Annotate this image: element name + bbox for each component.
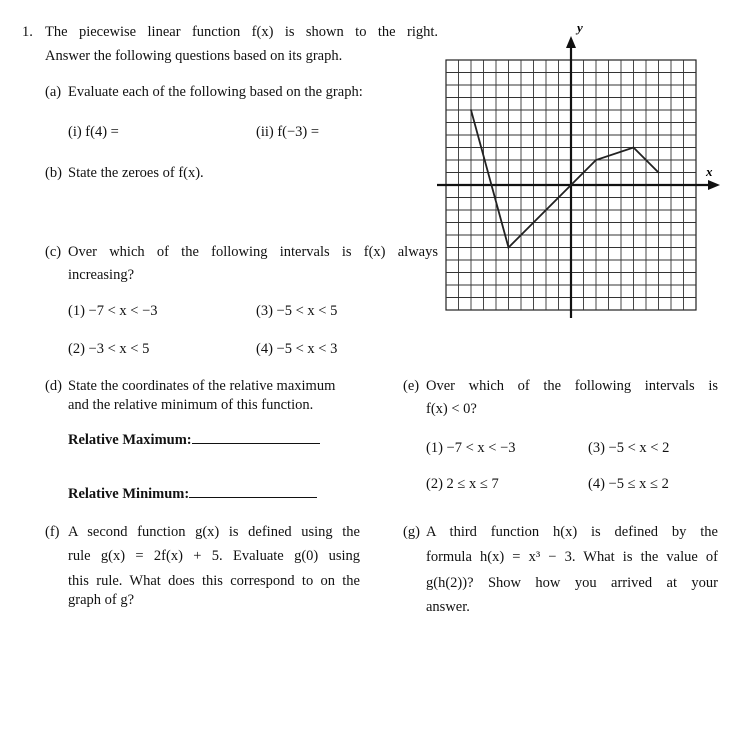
- part-a-item-i: (i) f(4) =: [68, 124, 119, 140]
- problem-number: 1.: [22, 24, 33, 40]
- relative-maximum-row: [68, 431, 320, 449]
- function-line-f: [471, 110, 659, 248]
- part-e-choice-4: (4) −5 ≤ x ≤ 2: [588, 476, 669, 492]
- grid-border: [446, 60, 696, 310]
- part-a-item-ii: (ii) f(−3) =: [256, 124, 320, 140]
- part-g-line-4: answer.: [426, 599, 470, 615]
- part-g-line-3: g(h(2))? Show how you arrived at your: [426, 575, 718, 591]
- y-axis-arrow: [566, 36, 576, 48]
- function-vertex-point: [658, 172, 660, 174]
- graph-grid: [446, 60, 696, 310]
- function-vertex-point: [470, 109, 472, 111]
- part-g-line-2: formula h(x) = x³ − 3. What is the value of: [426, 549, 718, 565]
- part-g-line-1: A third function h(x) is defined by the: [426, 524, 718, 540]
- function-vertex-point: [595, 159, 597, 161]
- x-axis-arrow: [708, 180, 720, 190]
- part-e-text-line1: Over which of the following intervals is: [426, 378, 718, 394]
- graph-axes: [437, 36, 720, 318]
- part-f-line-3: this rule. What does this correspond to on the: [68, 573, 360, 589]
- part-a-text: Evaluate each of the following based on the graph:: [68, 84, 363, 100]
- part-b-label: (b): [45, 165, 62, 181]
- relative-maximum-label: Relative Maximum:: [68, 432, 192, 448]
- relative-minimum-answer-line[interactable]: [189, 485, 317, 498]
- part-e-choice-1: (1) −7 < x < −3: [426, 440, 516, 456]
- function-vertex-point: [633, 147, 635, 149]
- part-d-label: (d): [45, 378, 62, 394]
- part-c-label: (c): [45, 244, 62, 260]
- part-c-choice-3: (3) −5 < x < 5: [256, 303, 338, 319]
- part-c-choice-4: (4) −5 < x < 3: [256, 341, 338, 357]
- part-d-text-line1: State the coordinates of the relative maximum: [68, 378, 336, 394]
- part-c-choice-1: (1) −7 < x < −3: [68, 303, 158, 319]
- part-d-text-line2: and the relative minimum of this function.: [68, 397, 314, 413]
- part-f-line-4: graph of g?: [68, 592, 135, 608]
- part-e-choice-2: (2) 2 ≤ x ≤ 7: [426, 476, 499, 492]
- part-g-label: (g): [403, 524, 420, 540]
- part-b-text: State the zeroes of f(x).: [68, 165, 204, 181]
- problem-intro-line1: The piecewise linear function f(x) is shown to the right.: [45, 24, 438, 40]
- part-e-choice-3: (3) −5 < x < 2: [588, 440, 670, 456]
- function-vertex-point: [508, 247, 510, 249]
- graph-plot: [470, 109, 659, 248]
- part-e-label: (e): [403, 378, 420, 394]
- part-f-label: (f): [45, 524, 60, 540]
- part-f-line-2: rule g(x) = 2f(x) + 5. Evaluate g(0) using: [68, 548, 360, 564]
- part-c-choice-2: (2) −3 < x < 5: [68, 341, 150, 357]
- relative-minimum-label: Relative Minimum:: [68, 486, 190, 502]
- part-e-text-line2: f(x) < 0?: [426, 401, 477, 417]
- y-axis-label: y: [577, 20, 583, 35]
- part-f-line-1: A second function g(x) is defined using the: [68, 524, 360, 540]
- problem-intro-line2: Answer the following questions based on its graph.: [45, 48, 343, 64]
- part-c-text-line1: Over which of the following intervals is f(x) always: [68, 244, 438, 260]
- part-c-text-line2: increasing?: [68, 267, 135, 283]
- part-a-label: (a): [45, 84, 62, 100]
- x-axis-label: x: [706, 164, 713, 179]
- relative-minimum-row: [68, 485, 317, 503]
- relative-maximum-answer-line[interactable]: [192, 431, 320, 444]
